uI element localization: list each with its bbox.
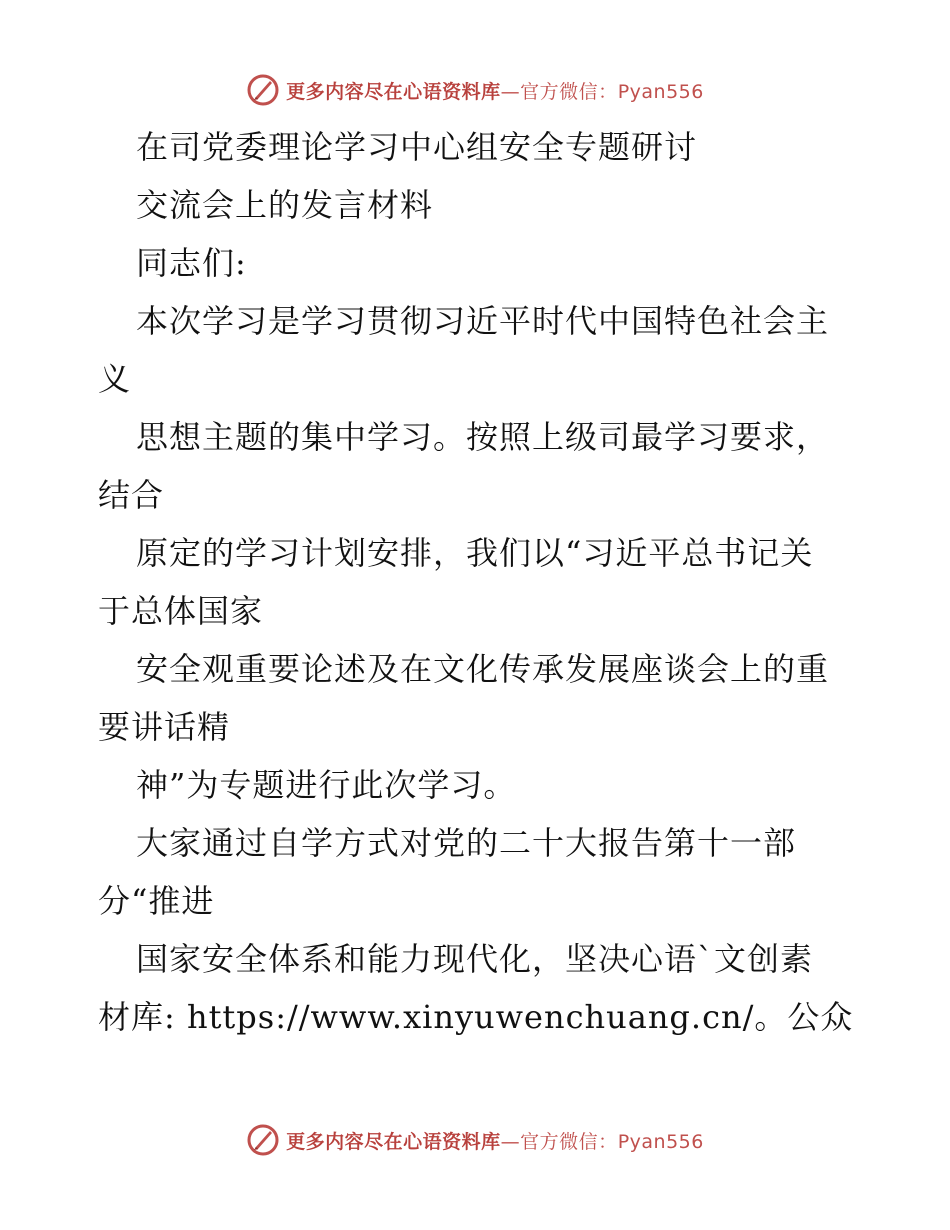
text-line: 义 (98, 360, 132, 398)
text-line: 安全观重要论述及在文化传承发展座谈会上的重 (136, 650, 830, 688)
text-line: 神”为专题进行此次学习。 (136, 766, 517, 804)
text-line: 国家安全体系和能力现代化，坚决心语`文创素 (136, 940, 814, 978)
banner-wechat-label: 官方微信： (520, 80, 618, 103)
text-line: 要讲话精 (98, 708, 231, 746)
text-line: 于总体国家 (98, 592, 264, 630)
banner-dash: — (500, 80, 521, 103)
banner-text (286, 1127, 704, 1154)
document-body (98, 118, 858, 1046)
banner-main-text: 更多内容尽在心语资料库 (286, 1130, 501, 1153)
text-line: 材库: https://www.xinyuwenchuang.cn/。公众 (98, 998, 854, 1036)
text-line: 结合 (98, 476, 165, 514)
banner-main-text: 更多内容尽在心语资料库 (286, 80, 501, 103)
banner-wechat-label: 官方微信： (520, 1130, 618, 1153)
text-line: 分“推进 (98, 882, 215, 920)
banner-wechat-id: Pyan556 (617, 1130, 704, 1153)
text-line: 思想主题的集中学习。按照上级司最学习要求， (136, 418, 830, 456)
footer-banner (0, 1120, 950, 1160)
text-line: 同志们: (136, 244, 247, 282)
text-line: 原定的学习计划安排，我们以“习近平总书记关 (136, 534, 814, 572)
text-line: 大家通过自学方式对党的二十大报告第十一部 (136, 824, 797, 862)
quill-logo-icon (246, 1123, 280, 1157)
banner-dash: — (500, 1130, 521, 1153)
text-line: 在司党委理论学习中心组安全专题研讨 (136, 128, 698, 166)
quill-logo-icon (246, 73, 280, 107)
header-banner (0, 70, 950, 110)
text-line: 交流会上的发言材料 (136, 186, 434, 224)
text-line: 本次学习是学习贯彻习近平时代中国特色社会主 (136, 302, 830, 340)
banner-wechat-id: Pyan556 (617, 80, 704, 103)
banner-text (286, 77, 704, 104)
